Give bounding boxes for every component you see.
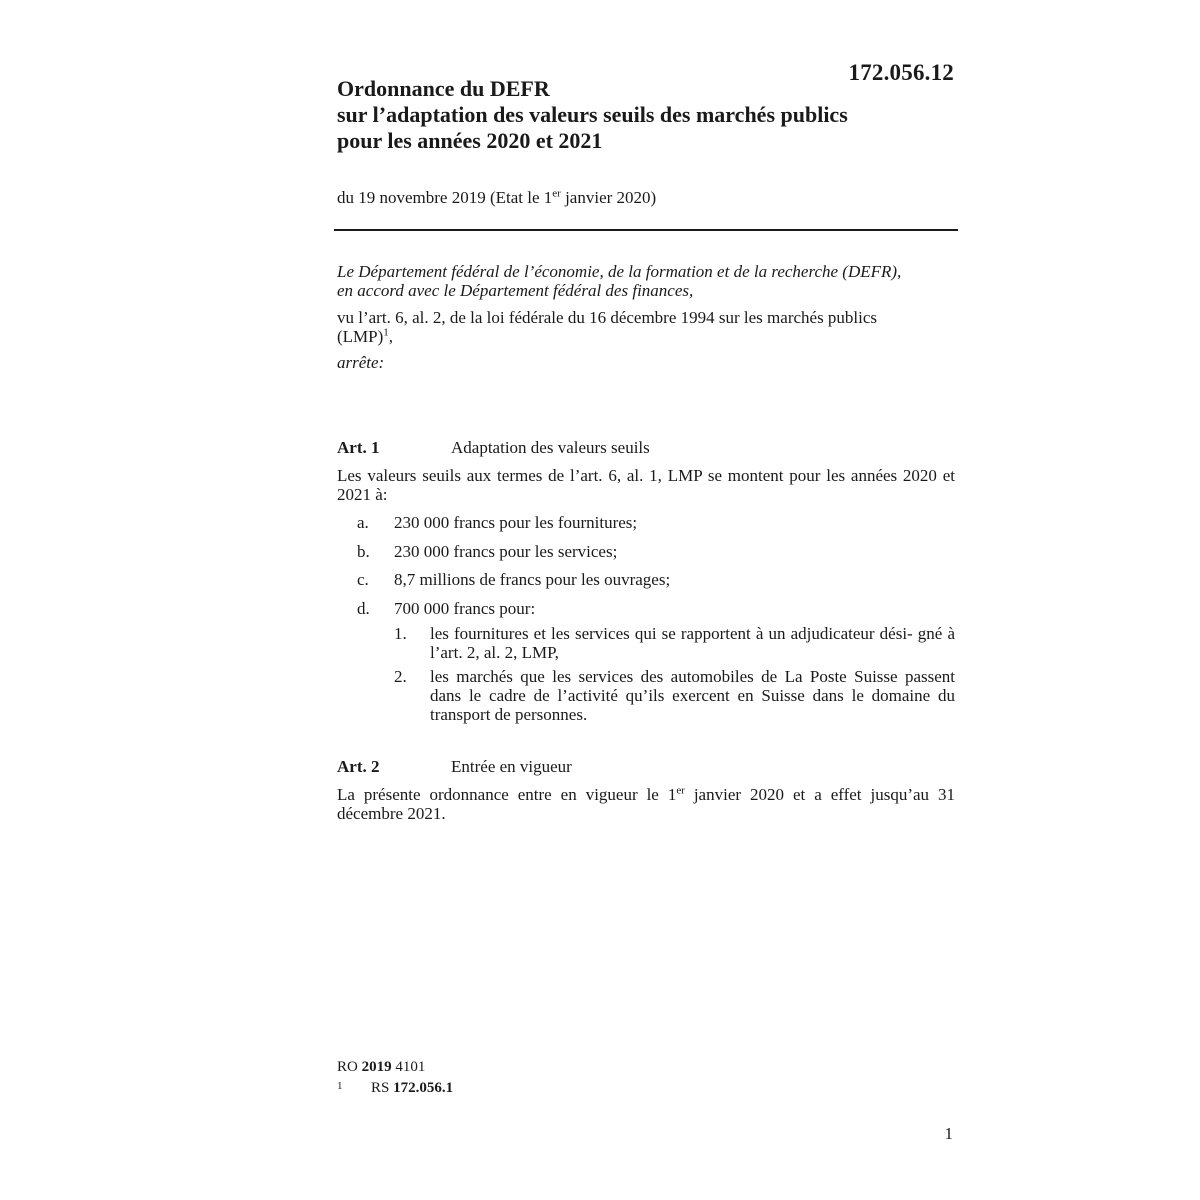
legal-basis-end: , — [388, 327, 394, 346]
footnote-reference[interactable]: 1 — [383, 326, 389, 339]
sub-list-item-text: les marchés que les services des automobiles de La Poste Suisse passent dans le cadre de l’activité qu’ils exercent en Suisse dans le domaine du transport de personnes. — [430, 667, 955, 724]
art2-text — [337, 785, 955, 823]
ro-page: 4101 — [391, 1059, 426, 1075]
art2-superscript: er — [676, 784, 685, 797]
arrete: arrête: — [337, 353, 385, 372]
sub-list-item-text: les fournitures et les services qui se rapportent à un adjudicateur dési- gné à l’art. 2, al. 2, LMP, — [430, 624, 955, 662]
list-marker: b. — [357, 542, 370, 561]
legal-basis-line-1: vu l’art. 6, al. 2, de la loi fédérale du 16 décembre 1994 sur les marchés publics — [337, 308, 878, 327]
preamble-line-2: en accord avec le Département fédéral des finances, — [337, 281, 694, 300]
art2-title: Entrée en vigueur — [451, 757, 572, 776]
art2-text-suffix: janvier 2020 et a effet jusqu’au 31 décembre 2021. — [337, 785, 955, 823]
preamble — [337, 262, 955, 300]
list-marker: d. — [357, 599, 370, 618]
footnote-marker: 1 — [337, 1080, 343, 1092]
art1-number: Art. 1 — [337, 438, 380, 457]
list-item-text: 230 000 francs pour les fournitures; — [394, 513, 638, 532]
footnote-reference-number[interactable]: 172.056.1 — [393, 1080, 454, 1096]
list-item-text: 8,7 millions de francs pour les ouvrages; — [394, 570, 671, 589]
ro-prefix: RO — [337, 1059, 362, 1075]
ro-year: 2019 — [361, 1059, 392, 1075]
document-date — [337, 188, 656, 208]
legal-basis — [337, 308, 955, 346]
list-marker: a. — [357, 513, 369, 532]
art1-heading — [337, 438, 650, 458]
title-line-2: sur l’adaptation des valeurs seuils des marchés publics — [337, 102, 848, 127]
footnote-1 — [337, 1080, 453, 1097]
art2-text-prefix: La présente ordonnance entre en vigueur le 1 — [337, 785, 677, 804]
document-title — [337, 76, 957, 154]
sr-number: 172.056.12 — [848, 60, 954, 85]
footnote-prefix: RS — [371, 1080, 394, 1096]
header-rule — [334, 229, 958, 231]
sub-list-marker: 1. — [394, 624, 407, 643]
date-superscript: er — [552, 187, 561, 200]
art1-intro: Les valeurs seuils aux termes de l’art. 6, al. 1, LMP se montent pour les années 2020 et 2021 à: — [337, 466, 955, 504]
legal-basis-line-2 — [337, 327, 955, 346]
title-line-1: Ordonnance du DEFR — [337, 76, 550, 101]
title-line-3: pour les années 2020 et 2021 — [337, 128, 603, 153]
sub-list-marker: 2. — [394, 667, 407, 686]
art1-title: Adaptation des valeurs seuils — [451, 438, 650, 457]
art2-heading — [337, 757, 572, 777]
list-marker: c. — [357, 570, 369, 589]
legal-basis-text-2: (LMP) — [337, 327, 384, 346]
date-suffix: janvier 2020) — [560, 188, 657, 207]
date-prefix: du 19 novembre 2019 (Etat le 1 — [337, 188, 553, 207]
art2-number: Art. 2 — [337, 757, 380, 776]
list-item-text: 230 000 francs pour les services; — [394, 542, 618, 561]
ro-reference — [337, 1059, 425, 1076]
preamble-line-1: Le Département fédéral de l’économie, de la formation et de la recherche (DEFR), — [337, 262, 902, 281]
list-item-text: 700 000 francs pour: — [394, 599, 536, 618]
page-number: 1 — [944, 1124, 953, 1143]
